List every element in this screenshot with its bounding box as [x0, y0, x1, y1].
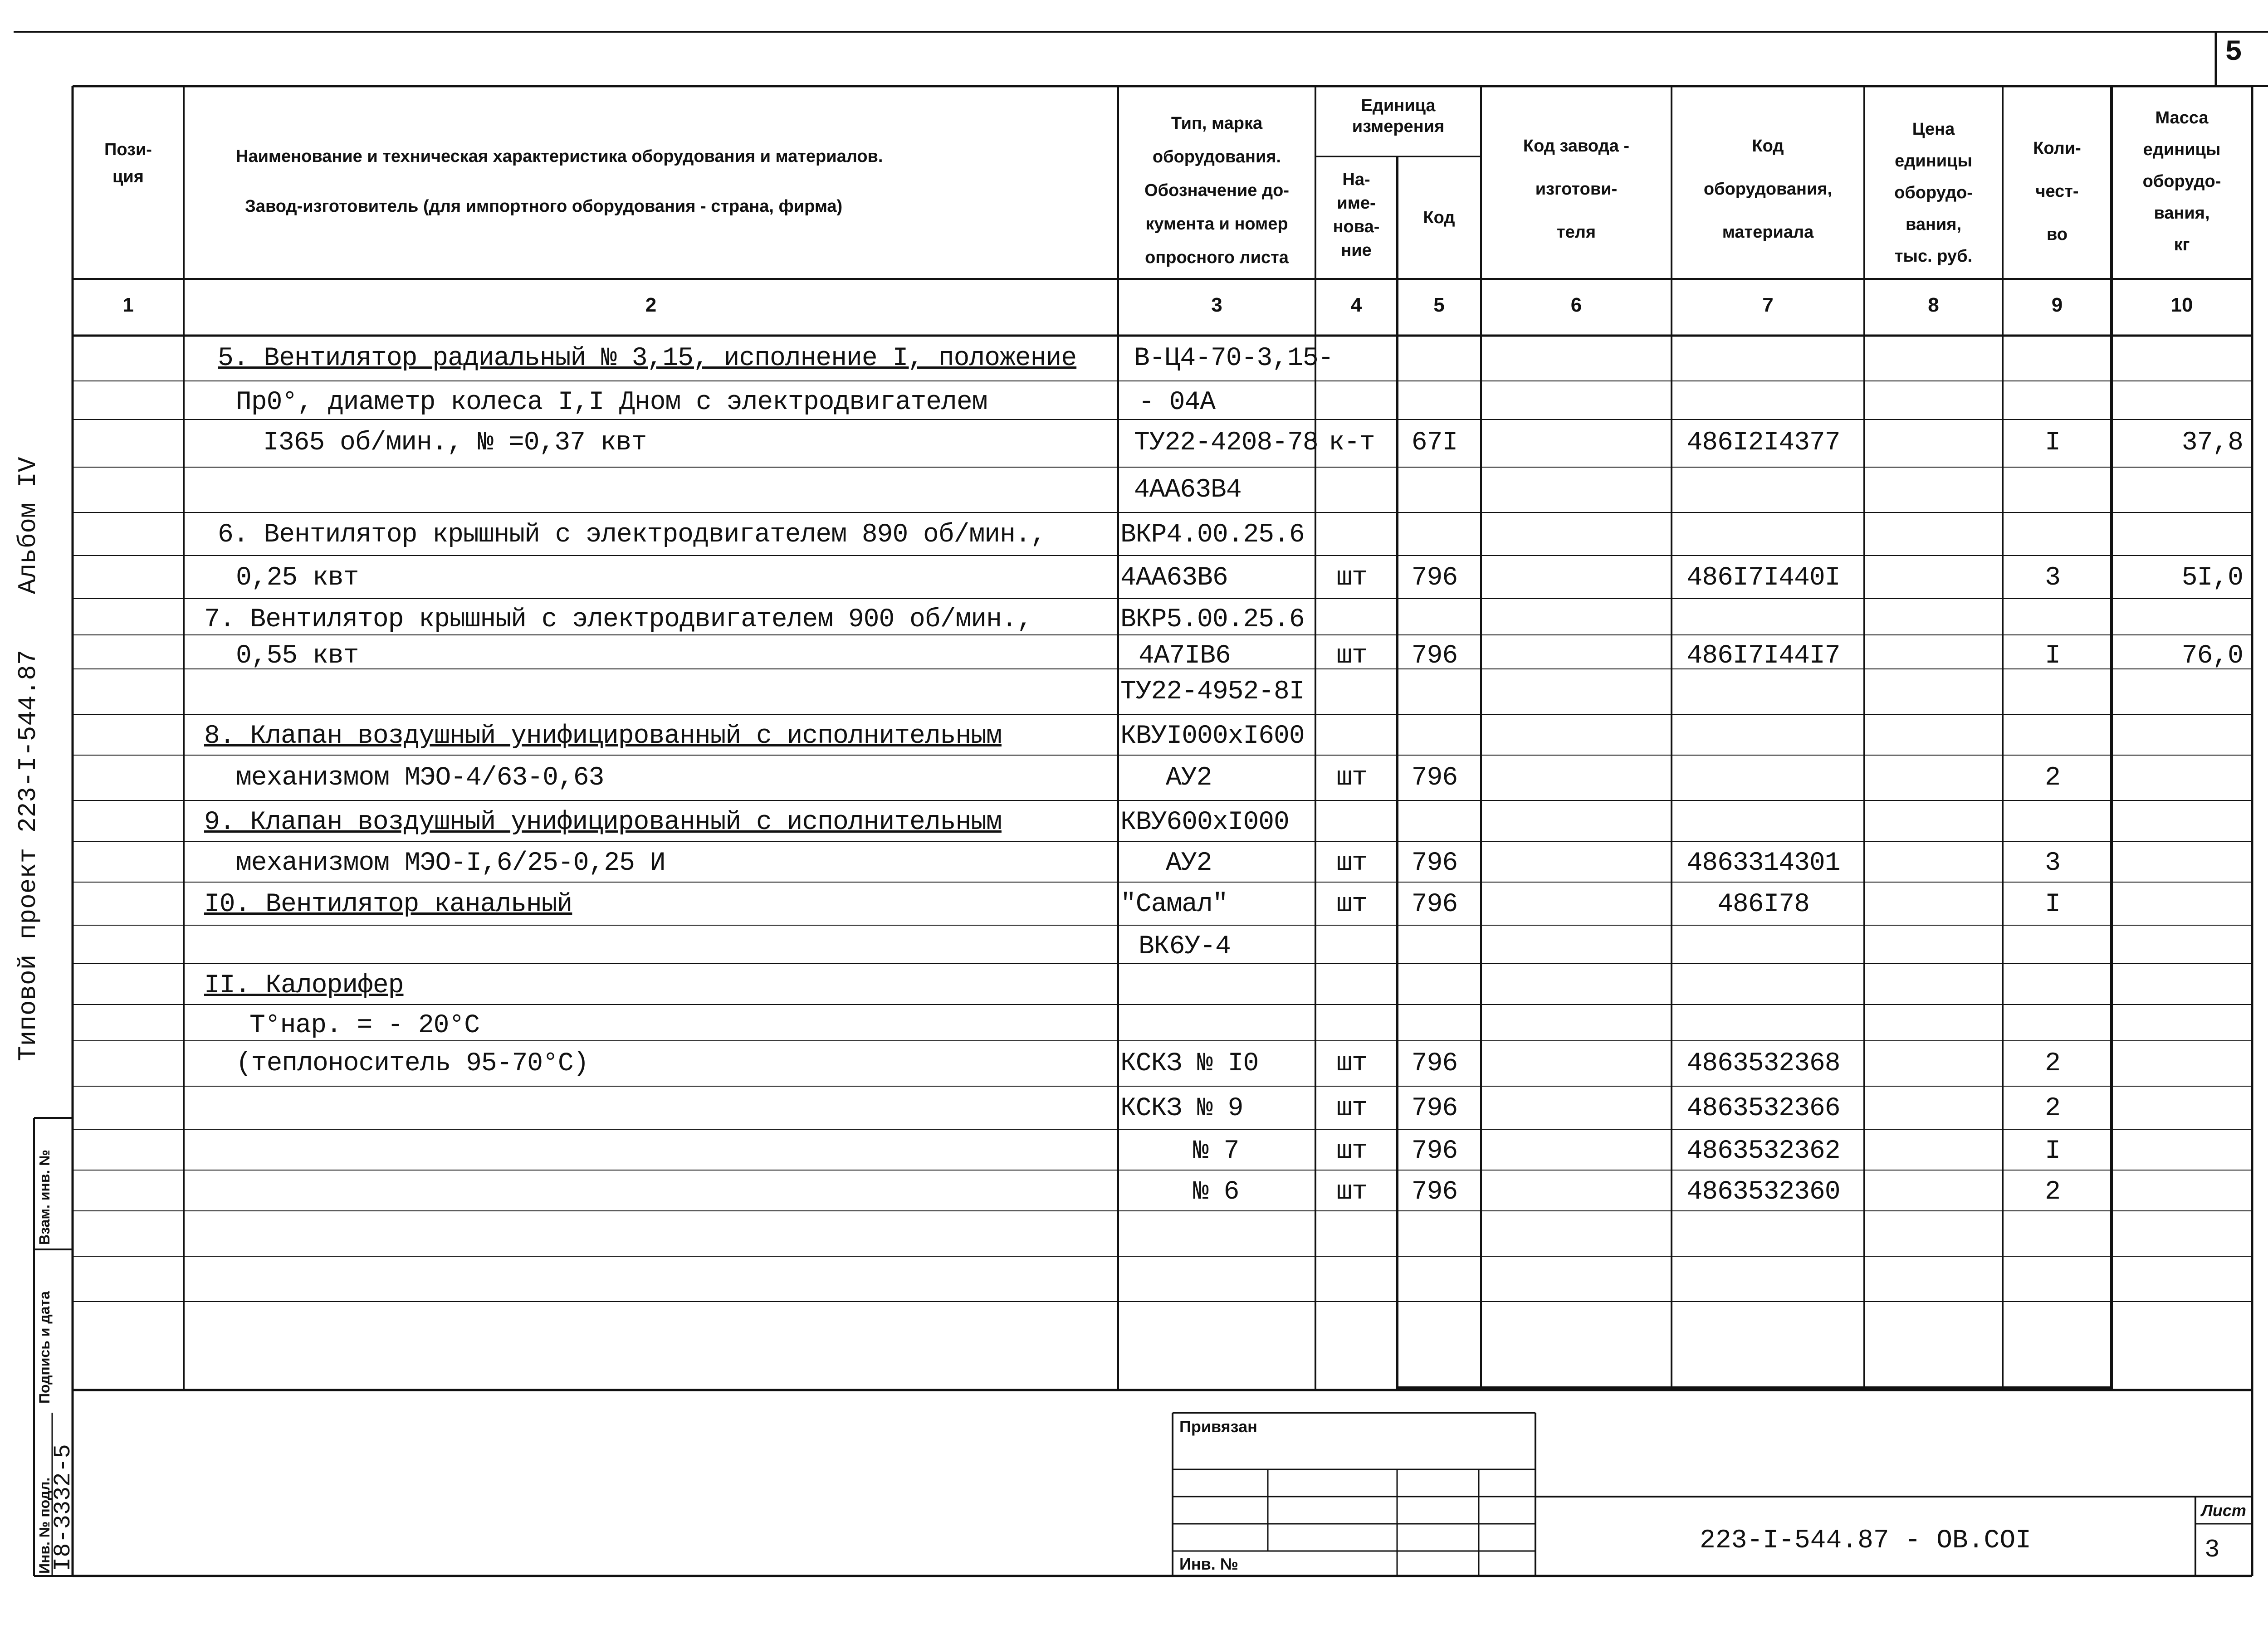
cell-unit: шт	[1336, 1177, 1367, 1207]
cell-name: 0,25 квт	[236, 563, 359, 593]
header-quantity	[2003, 127, 2112, 256]
cell-qty: 2	[2045, 763, 2060, 793]
header-quantity-line1: Коли-	[2033, 139, 2081, 158]
cell-code: 796	[1411, 1049, 1458, 1078]
header-position-line2: ция	[112, 167, 144, 186]
cell-unit: шт	[1336, 1049, 1367, 1078]
col-number-8: 8	[1928, 294, 1939, 316]
cell-type: № 7	[1193, 1136, 1239, 1166]
cell-equip: 4863532366	[1686, 1094, 1840, 1123]
header-price-line5: тыс. руб.	[1894, 247, 1973, 266]
cell-unit: шт	[1336, 641, 1367, 671]
cell-name: Пр0°, диаметр колеса I,I Дном с электродвигателем	[236, 388, 987, 417]
header-unit-name-line4: ние	[1341, 241, 1372, 260]
cell-qty: 3	[2045, 849, 2060, 878]
cell-qty: I	[2045, 890, 2060, 919]
cell-qty: I	[2045, 641, 2060, 671]
header-mass-line5: кг	[2174, 235, 2190, 254]
header-equip-code-line1: Код	[1752, 137, 1784, 156]
header-factory-code-line1: Код завода -	[1523, 137, 1630, 156]
cell-type: ВКР4.00.25.6	[1120, 520, 1305, 550]
cell-name: (теплоноситель 95-70°С)	[236, 1049, 589, 1078]
header-equip-code-line3: материала	[1722, 223, 1814, 242]
cell-type: ТУ22-4208-78	[1134, 428, 1318, 458]
cell-qty: 2	[2045, 1177, 2060, 1207]
cell-type: 4А7IВ6	[1139, 641, 1231, 671]
header-factory-code-line3: теля	[1556, 223, 1596, 242]
header-factory-code-line2: изготови-	[1535, 180, 1618, 199]
cell-type: ВКР5.00.25.6	[1120, 605, 1305, 634]
header-unit-name-line2: име-	[1337, 194, 1376, 213]
cell-code: 796	[1411, 563, 1458, 593]
cell-type: - 04А	[1139, 388, 1216, 417]
header-name	[191, 132, 1107, 231]
cell-unit: шт	[1336, 1094, 1367, 1123]
cell-type: 4АА63В4	[1134, 475, 1242, 505]
cell-code: 796	[1411, 763, 1458, 793]
cell-type: ТУ22-4952-8I	[1120, 677, 1305, 707]
col-number-4: 4	[1350, 294, 1362, 316]
cell-code: 796	[1411, 641, 1458, 671]
header-price-line2: единицы	[1895, 151, 1972, 171]
header-equip-code	[1672, 125, 1864, 254]
cell-type: КВУI000хI600	[1120, 722, 1305, 751]
cell-name: 0,55 квт	[236, 641, 359, 671]
cell-unit: к-т	[1329, 428, 1375, 458]
cell-type: КСКЗ № 9	[1120, 1094, 1243, 1123]
header-name-line2: Завод-изготовитель (для импортного оборудования - страна, фирма)	[245, 197, 843, 216]
cell-equip: 4863532362	[1686, 1136, 1840, 1166]
cell-equip: 4863532360	[1686, 1177, 1840, 1207]
header-unit-line2: измерения	[1352, 117, 1445, 136]
header-price	[1864, 113, 2003, 272]
privyazan-label: Привязан	[1179, 1417, 1257, 1436]
header-name-line1: Наименование и техническая характеристика оборудования и материалов.	[236, 147, 883, 166]
cell-name: 5. Вентилятор радиальный № 3,15, исполнение I, положение	[218, 344, 1077, 373]
col-number-9: 9	[2051, 294, 2063, 316]
cell-name: 9. Клапан воздушный унифицированный с исполнительным	[204, 808, 1002, 837]
cell-name: II. Калорифер	[204, 971, 404, 1000]
cell-unit: шт	[1336, 763, 1367, 793]
cell-mass: 37,8	[2181, 428, 2243, 458]
cell-qty: 2	[2045, 1094, 2060, 1123]
header-type-line5: опросного листа	[1145, 248, 1289, 267]
inv-podl-label: Инв. № подл.	[36, 1477, 53, 1574]
header-mass	[2112, 102, 2252, 261]
cell-equip: 486I78	[1717, 890, 1809, 919]
header-price-line1: Цена	[1912, 120, 1955, 139]
cell-code: 796	[1411, 1177, 1458, 1207]
header-unit-code: Код	[1423, 208, 1455, 227]
cell-equip: 486I7I440I	[1686, 563, 1840, 593]
cell-equip: 486I7I44I7	[1686, 641, 1840, 671]
header-unit-name-line1: На-	[1342, 170, 1370, 189]
cell-qty: I	[2045, 1136, 2060, 1166]
cell-type: ВК6У-4	[1139, 932, 1231, 961]
cell-name: 7. Вентилятор крышный с электродвигателем 900 об/мин.,	[204, 605, 1032, 634]
header-type-line2: оборудования.	[1152, 147, 1281, 166]
header-price-line3: оборудо-	[1894, 183, 1973, 202]
header-quantity-line2: чест-	[2035, 182, 2079, 201]
page-number: 5	[2225, 36, 2243, 69]
header-mass-line4: вания,	[2154, 204, 2210, 223]
cell-type: № 6	[1193, 1177, 1239, 1207]
cell-type: КСКЗ № I0	[1120, 1049, 1259, 1078]
cell-type: АУ2	[1166, 763, 1212, 793]
inv-no-label: Инв. №	[1179, 1555, 1238, 1573]
cell-code: 796	[1411, 1094, 1458, 1123]
header-factory-code	[1481, 125, 1672, 254]
cell-name: I365 об/мин., № =0,37 квт	[263, 428, 647, 458]
header-type-line3: Обозначение до-	[1144, 181, 1289, 200]
col-number-3: 3	[1211, 294, 1222, 316]
cell-mass: 5I,0	[2181, 563, 2243, 593]
cell-name: 6. Вентилятор крышный с электродвигателем 890 об/мин.,	[218, 520, 1046, 550]
header-equip-code-line2: оборудования,	[1703, 180, 1833, 199]
document-code: 223-I-544.87 - ОВ.СОI	[1700, 1526, 2031, 1556]
cell-code: 796	[1411, 849, 1458, 878]
cell-qty: 2	[2045, 1049, 2060, 1078]
cell-code: 67I	[1411, 428, 1458, 458]
cell-equip: 486I2I4377	[1686, 428, 1840, 458]
col-number-6: 6	[1570, 294, 1582, 316]
header-mass-line2: единицы	[2143, 140, 2221, 159]
project-label: Типовой проект 223-I-544.87	[14, 649, 43, 1061]
cell-code: 796	[1411, 1136, 1458, 1166]
inv-podl-value: I8-3332-5	[50, 1444, 77, 1571]
cell-unit: шт	[1336, 563, 1367, 593]
cell-name: механизмом МЭО-I,6/25-0,25 И	[236, 849, 665, 878]
cell-name: I0. Вентилятор канальный	[204, 890, 572, 919]
sheet-number: 3	[2204, 1535, 2220, 1564]
cell-name: 8. Клапан воздушный унифицированный с исполнительным	[204, 722, 1002, 751]
cell-code: 796	[1411, 890, 1458, 919]
header-price-line4: вания,	[1905, 215, 1962, 234]
signature-date-label: Подпись и дата	[36, 1291, 53, 1404]
header-mass-line3: оборудо-	[2142, 172, 2221, 191]
cell-qty: 3	[2045, 563, 2060, 593]
col-number-2: 2	[645, 294, 657, 316]
cell-equip: 4863532368	[1686, 1049, 1840, 1078]
cell-name: Т°нар. = - 20°С	[249, 1011, 480, 1040]
cell-type: 4АА63В6	[1120, 563, 1228, 593]
cell-mass: 76,0	[2181, 641, 2243, 671]
cell-unit: шт	[1336, 1136, 1367, 1166]
cell-type: "Самал"	[1120, 890, 1228, 919]
cell-qty: I	[2045, 428, 2060, 458]
vzam-inv-label: Взам. инв. №	[36, 1150, 53, 1245]
cell-type: АУ2	[1166, 849, 1212, 878]
album-label: Альбом IV	[14, 457, 43, 594]
cell-type: В-Ц4-70-3,15-	[1134, 344, 1334, 373]
header-type-line1: Тип, марка	[1171, 114, 1263, 133]
cell-type: КВУ600хI000	[1120, 808, 1289, 837]
col-number-7: 7	[1762, 294, 1774, 316]
header-quantity-line3: во	[2046, 225, 2068, 244]
col-number-10: 10	[2170, 294, 2193, 316]
header-mass-line1: Масса	[2155, 108, 2209, 127]
header-type	[1120, 107, 1313, 274]
header-unit-name	[1315, 168, 1397, 262]
header-position	[73, 136, 184, 190]
cell-name: механизмом МЭО-4/63-0,63	[236, 763, 604, 793]
col-number-5: 5	[1433, 294, 1445, 316]
sheet-label: Лист	[2201, 1501, 2246, 1520]
cell-equip: 4863314301	[1686, 849, 1840, 878]
cell-unit: шт	[1336, 890, 1367, 919]
header-unit	[1315, 95, 1481, 137]
col-number-1: 1	[122, 294, 134, 316]
header-position-line1: Пози-	[104, 140, 152, 159]
cell-unit: шт	[1336, 849, 1367, 878]
header-type-line4: кумента и номер	[1145, 215, 1288, 234]
header-unit-line1: Единица	[1361, 96, 1436, 115]
header-unit-name-line3: нова-	[1333, 217, 1380, 236]
